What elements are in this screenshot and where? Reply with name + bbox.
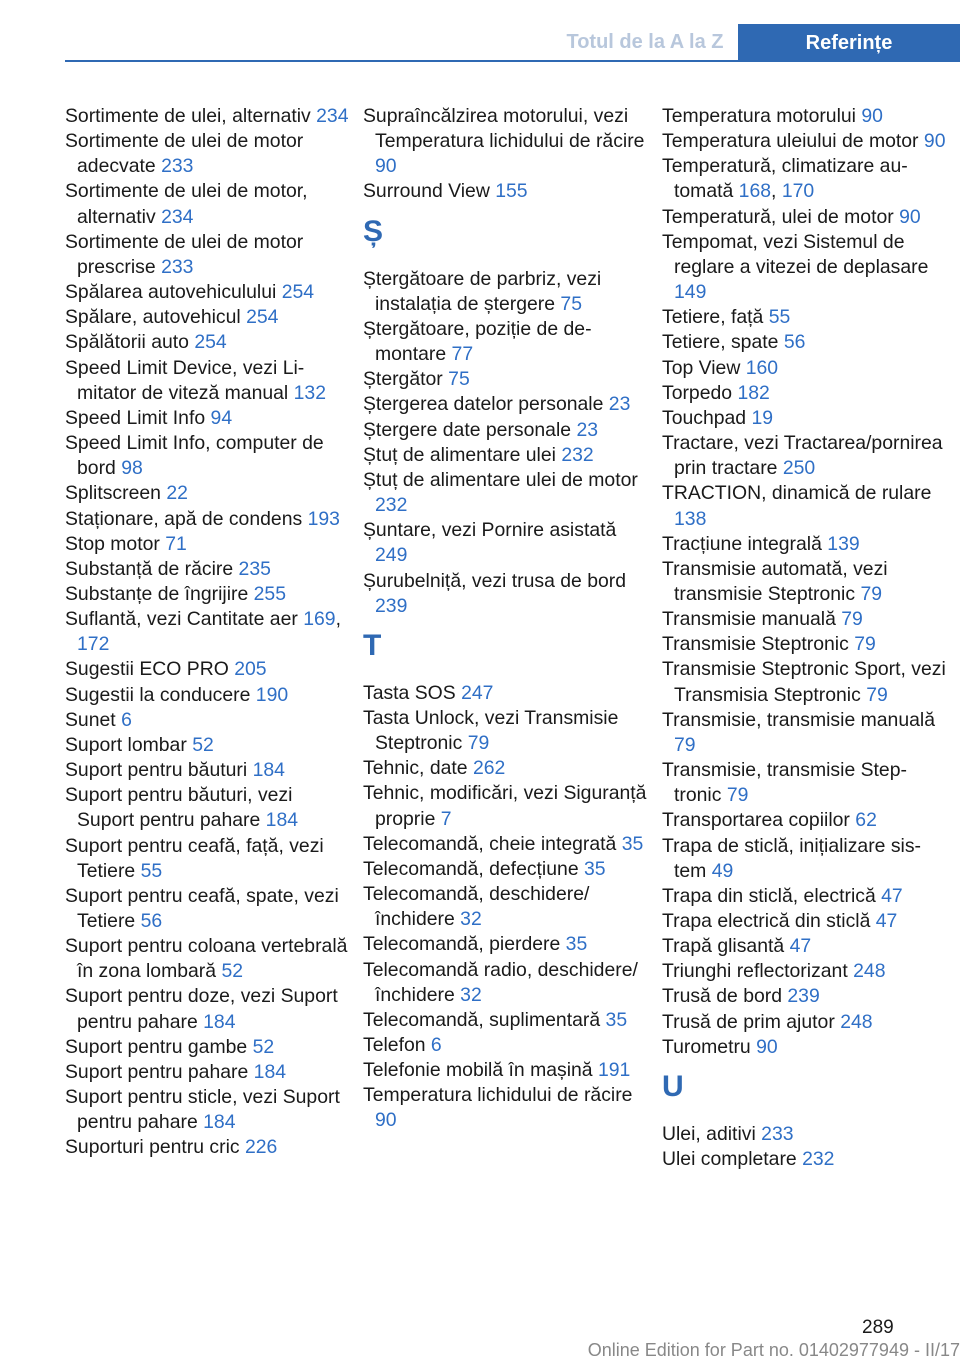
index-entry [65,984,349,1034]
index-entry-text: Ștuț de alimentare ulei [363,443,556,466]
page-link[interactable]: 56 [140,910,163,932]
index-entry-text: Trapa de sticlă, inițializare sistem [662,834,922,882]
index-entry [662,305,946,330]
index-entry-text: Telecomandă, deschidere/​închidere [363,883,590,931]
index-entry [65,305,349,330]
index-entry [662,532,946,557]
page-link[interactable]: 149 [674,281,707,304]
page-link[interactable]: 47 [875,910,898,932]
index-entry [363,1058,647,1083]
page-link[interactable]: 52 [252,1035,275,1058]
index-entry [363,706,647,756]
index-entry [662,934,946,959]
index-entry [363,317,647,367]
page-link[interactable]: 233 [161,255,194,278]
index-entry [65,431,349,481]
page-link[interactable]: 7 [440,807,452,830]
index-entry-text: Supraîncălzirea motorului, vezi Temperatura lichidului de răcire [363,105,645,153]
page-link[interactable]: 79 [467,732,490,755]
index-entry-text: Ulei completare [662,1148,797,1171]
index-entry [65,708,349,733]
index-entry-text: Temperatura motorului [662,105,856,127]
index-entry-text: Ulei, aditivi [662,1122,756,1145]
index-entry-text: Suport pentru pahare [65,1060,249,1083]
index-entry [363,179,647,204]
page-link[interactable]: 90 [375,155,397,178]
index-entry-text: Spălătorii auto [65,331,189,354]
page-link[interactable]: 22 [166,482,188,505]
index-entry [65,179,349,229]
page-link[interactable]: 235 [238,557,271,580]
index-entry [662,984,946,1009]
index-entry [363,267,647,317]
page-link[interactable]: 6 [121,708,132,731]
page-link[interactable]: 90 [899,205,921,228]
index-entry [662,205,946,230]
index-entry [662,356,946,381]
index-entry [363,1033,647,1058]
index-column-3 [662,104,946,1172]
page-header [0,0,960,64]
index-entry-text: Ștergătoare de parbriz, vezi instalația de ștergere [363,267,602,315]
index-entry [363,857,647,882]
page-link[interactable]: 193 [307,507,340,530]
index-entry [363,832,647,857]
index-entry [65,783,349,833]
header-active-tab[interactable]: Referințe [738,24,960,62]
index-entry-text: Trapa din sticlă, electrică [662,884,876,907]
index-entry-text: Sortimente de ulei de motor prescrise [65,230,304,278]
index-entry [662,406,946,431]
index-entry [662,1147,946,1172]
index-entry [65,507,349,532]
page-link[interactable]: 23 [576,418,599,441]
page-link[interactable]: 232 [375,494,408,517]
index-entry [65,758,349,783]
page-link[interactable]: 254 [246,306,279,329]
page-link[interactable]: 248 [840,1010,873,1033]
page-link[interactable]: 233 [161,155,194,178]
index-entry-text: Spălarea autovehiculului [65,281,277,304]
index-entry-text: Tempomat, vezi Sistemul de reglare a vitezei de deplasare [662,230,929,278]
index-column-2 [363,104,647,1134]
index-entry [662,230,946,305]
index-entry-text: Sortimente de ulei de motor adecvate [65,130,304,178]
page-link[interactable]: 71 [165,532,187,555]
index-entry [662,104,946,129]
index-entry-text: Transmisie Steptronic Sport, vezi Transmisia Steptronic [662,658,946,706]
index-entry-text: Ștergător [363,368,443,391]
index-entry [662,1035,946,1060]
index-entry [65,733,349,758]
page-link[interactable]: 226 [244,1136,278,1159]
index-entry-text: Surround View [363,180,490,203]
page-link[interactable]: 79 [841,608,863,631]
page-link[interactable]: 184 [203,1010,236,1033]
index-entry [363,367,647,392]
page-link[interactable]: 254 [194,331,227,354]
page-link[interactable]: 56 [783,331,806,354]
index-entry-text: Speed Limit Device, vezi Limitator de viteză manual [65,356,305,404]
index-entry [662,381,946,406]
page-link[interactable]: 55 [768,306,791,329]
index-entry-text: Șurubelniță, vezi trusa de bord [363,569,627,592]
index-entry-text: Transportarea copiilor [662,809,850,832]
index-entry [363,756,647,781]
index-entry-text: Suport pentru doze, vezi Suport pentru pahare [65,985,338,1033]
index-entry-text: Sunet [65,708,116,731]
index-entry-text: Top View [662,356,741,379]
index-entry [363,569,647,619]
index-entry-text: Triunghi reflectorizant [662,960,848,983]
index-entry [65,481,349,506]
page-link[interactable]: 35 [565,933,588,956]
page-link[interactable]: 184 [252,759,285,782]
index-letter-heading: T [363,628,382,662]
index-entry [662,481,946,531]
index-entry [363,681,647,706]
index-entry-text: Suport pentru ceafă, spate, vezi Tetiere [65,884,339,932]
index-entry-text: Speed Limit Info [65,406,206,429]
index-entry [65,230,349,280]
page-link[interactable]: 184 [265,809,299,832]
index-entry-text: Trusă de prim ajutor [662,1010,835,1033]
index-entry [363,932,647,957]
index-entry [65,406,349,431]
page-link[interactable]: 233 [761,1122,794,1145]
index-entry-text: Temperatură, climatizare automată [662,155,908,203]
index-entry [363,1008,647,1033]
index-entry [662,607,946,632]
index-entry [65,657,349,682]
index-entry-text: Substanțe de îngrijire [65,582,249,605]
index-entry-text: Splitscreen [65,482,161,505]
index-entry-text: Sortimente de ulei de motor, alternativ [65,180,308,228]
index-column-1 [65,104,349,1161]
page-link[interactable]: 182 [737,381,770,404]
index-entry-text: Suport pentru băuturi [65,759,248,782]
index-entry-text: Temperatura lichidului de răcire [363,1084,633,1107]
page-link[interactable]: 75 [560,292,582,315]
page-link[interactable]: 90 [923,130,946,153]
page-link[interactable]: 155 [495,180,528,203]
index-entry-text: Suport lombar [65,733,187,756]
page-link[interactable]: 160 [745,356,779,379]
index-entry-text: Tetiere, spate [662,331,779,354]
index-entry [662,431,946,481]
footer-edition: Online Edition for Part no. 01402977949 - II/17 [587,1340,960,1360]
index-entry-text: Substanță de răcire [65,557,234,580]
index-entry [662,808,946,833]
page-link[interactable]: 94 [210,406,233,429]
index-entry-text: Temperatură, ulei de motor [662,205,894,228]
index-entry-text: Șuntare, vezi Pornire asistată [363,519,617,542]
index-entry-text: Tracțiune integrală [662,532,822,555]
index-letter-heading: Ș [363,214,384,248]
header-section-title[interactable]: Totul de la A la Z [566,31,724,53]
index-entry-text: Suport pentru coloana vertebrală în zona lombară [65,935,348,983]
index-entry-text: Telefon [363,1034,426,1056]
index-entry-text: Ștergerea datelor personale [363,393,604,416]
page-link[interactable]: 262 [472,757,506,780]
index-entry-text: Suporturi pentru cric [65,1136,240,1159]
index-entry [65,1060,349,1085]
page-link[interactable]: 234 [316,105,349,127]
page-link[interactable]: 55 [140,859,163,882]
index-entry [65,834,349,884]
index-entry [65,1035,349,1060]
index-entry-text: Staționare, apă de condens [65,507,303,530]
page-link[interactable]: 75 [448,368,470,391]
index-entry-text: Turometru [662,1035,751,1058]
index-entry-text: Trapă glisantă [662,935,785,958]
page-link[interactable]: 23 [608,393,631,416]
page-link[interactable]: 232 [561,443,594,466]
page-link[interactable]: 79 [866,683,888,706]
index-entry [662,1122,946,1147]
page-link[interactable]: 239 [375,594,408,617]
index-entry [65,934,349,984]
page-link[interactable]: 35 [605,1008,628,1031]
page-link[interactable]: 35 [584,857,606,880]
index-entry-text: Transmisie automată, vezi transmisie Steptronic [662,557,888,605]
index-entry-text: Tasta SOS [363,681,456,704]
page-link[interactable]: 138 [674,507,707,530]
index-entry [65,1135,349,1160]
index-letter-heading: U [662,1069,684,1103]
index-entry-text: Torpedo [662,381,733,404]
page-link[interactable]: 32 [460,983,482,1006]
page-link[interactable]: 79 [726,784,749,807]
page-link[interactable]: 62 [855,809,877,832]
index-entry-text: Stop motor [65,532,160,555]
index-entry [363,518,647,568]
index-entry-text: Tetiere, față [662,306,764,329]
index-entry-text: Tehnic, date [363,757,468,780]
page-link[interactable]: 184 [203,1111,236,1134]
index-entry [65,280,349,305]
index-entry [363,418,647,443]
page-link[interactable]: 90 [756,1035,778,1058]
index-entry [662,657,946,707]
index-entry [662,834,946,884]
index-entry [363,468,647,518]
index-entry [65,1085,349,1135]
page-link[interactable]: 190 [255,683,289,706]
page-link[interactable]: 169 [303,608,336,631]
index-entry-text: Tractare, vezi Tractarea/​pornirea prin tractare [662,432,943,480]
page-link[interactable]: 249 [375,544,408,567]
page-link[interactable]: 52 [192,733,214,756]
index-entry-text: Sugestii la conducere [65,683,251,706]
index-entry-text: Temperatura uleiului de motor [662,130,919,153]
index-entry [363,392,647,417]
page-link[interactable]: 32 [460,908,482,931]
page-link[interactable]: 6 [430,1034,442,1056]
index-entry-text: Suport pentru ceafă, față, vezi Tetiere [65,834,324,882]
page-link[interactable]: 35 [621,832,644,855]
index-entry-text: Tehnic, modificări, vezi Siguranță proprie [363,782,647,830]
index-entry [65,104,349,129]
page-link[interactable]: 52 [221,960,244,983]
index-entry [65,330,349,355]
index-entry [363,443,647,468]
index-entry [363,781,647,831]
index-entry [65,582,349,607]
index-entry [662,330,946,355]
index-entry-text: Telecomandă, defecțiune [363,857,579,880]
index-entry-text: Touchpad [662,406,747,429]
page-link[interactable]: 90 [375,1109,397,1132]
page-link[interactable]: 139 [827,532,860,555]
page-link[interactable]: 168 [738,180,772,203]
index-entry-text: Ștuț de alimentare ulei de motor [363,468,638,491]
index-entry [662,557,946,607]
page-link[interactable]: 205 [234,658,267,681]
index-entry-text: Suflantă, vezi Cantitate aer [65,608,298,631]
index-entry-text: TRACTION, dinamică de rulare [662,482,932,505]
index-entry-text: Ștergătoare, poziție de demontare [363,317,592,366]
page-link[interactable]: 47 [881,884,903,907]
page-link[interactable]: 132 [293,381,326,404]
index-entry-text: Spălare, autovehicul [65,306,241,329]
page-link[interactable]: 170 [781,180,815,203]
index-entry-text: Transmisie, transmisie manuală [662,708,935,731]
index-entry-text: Telecomandă, cheie integrată [363,832,617,855]
index-entry-text: Transmisie, transmisie Steptronic [662,759,907,807]
index-entry-text: Tasta Unlock, vezi Transmisie Steptronic [363,706,619,755]
index-entry-text: Transmisie manuală [662,608,836,631]
index-entry [65,557,349,582]
index-entry [363,958,647,1008]
index-entry [662,884,946,909]
page-link[interactable]: 239 [787,985,820,1008]
page-link[interactable]: 49 [711,859,734,882]
index-entry-text: Telecomandă radio, deschidere/închidere [363,958,638,1006]
page-link[interactable]: 232 [802,1148,835,1171]
index-entry [363,104,647,179]
index-entry [662,758,946,808]
index-entry [363,882,647,932]
index-entry-text: Sugestii ECO PRO [65,658,229,681]
page-number: 289 [862,1317,894,1338]
index-entry-text: Suport pentru gambe [65,1035,248,1058]
index-entry-text: Telecomandă, pierdere [363,933,561,956]
page-link[interactable]: 79 [674,733,696,756]
index-entry [65,129,349,179]
index-entry [662,1010,946,1035]
page-link[interactable]: 191 [597,1059,631,1082]
page-link[interactable]: 234 [161,205,194,228]
page-link[interactable]: 98 [121,457,143,480]
index-entry [662,909,946,934]
index-entry [662,129,946,154]
page-link[interactable]: 184 [253,1060,287,1083]
index-entry-text: Suport pentru sticle, vezi Suport pentru pahare [65,1086,340,1134]
page-link[interactable]: 19 [751,406,774,429]
index-entry: Temperatură, climatizare automată 168, 170 [662,155,908,203]
index-entry-text: Sortimente de ulei, alternativ [65,105,311,127]
page-link[interactable]: 250 [782,457,816,480]
index-entry-text: Transmisie Steptronic [662,633,849,656]
page-link[interactable]: 79 [854,633,876,656]
index-entry-text: Speed Limit Info, computer de bord [65,432,324,480]
index-entry [662,632,946,657]
page-link[interactable]: 79 [860,582,883,605]
page-link[interactable]: 47 [789,935,812,958]
index-entry [363,1083,647,1133]
index-entry-text: Ștergere date personale [363,418,572,441]
index-entry [65,356,349,406]
page-link[interactable]: 248 [853,960,886,983]
index-entry-text: Trusă de bord [662,985,782,1008]
page-link[interactable]: 255 [253,582,286,605]
index-entry-text: Telecomandă, suplimentară [363,1008,601,1031]
index-entry-text: Trapa electrică din sticlă [662,910,871,932]
page-link[interactable]: 254 [281,281,315,304]
index-entry [662,959,946,984]
page-link[interactable]: 77 [451,343,474,366]
page-link[interactable]: 247 [461,681,494,704]
index-entry-text: Telefonie mobilă în mașină [363,1059,593,1082]
page-link[interactable]: 172 [77,633,110,656]
index-entry [65,884,349,934]
index-entry [65,532,349,557]
index-entry [65,683,349,708]
header-rule [65,60,960,62]
page-link[interactable]: 90 [861,105,883,127]
index-entry [662,708,946,758]
index-entry-text: Suport pentru băuturi, vezi Suport pentru pahare [65,784,293,832]
index-entry: Suflantă, vezi Cantitate aer 169, 172 [65,608,341,656]
